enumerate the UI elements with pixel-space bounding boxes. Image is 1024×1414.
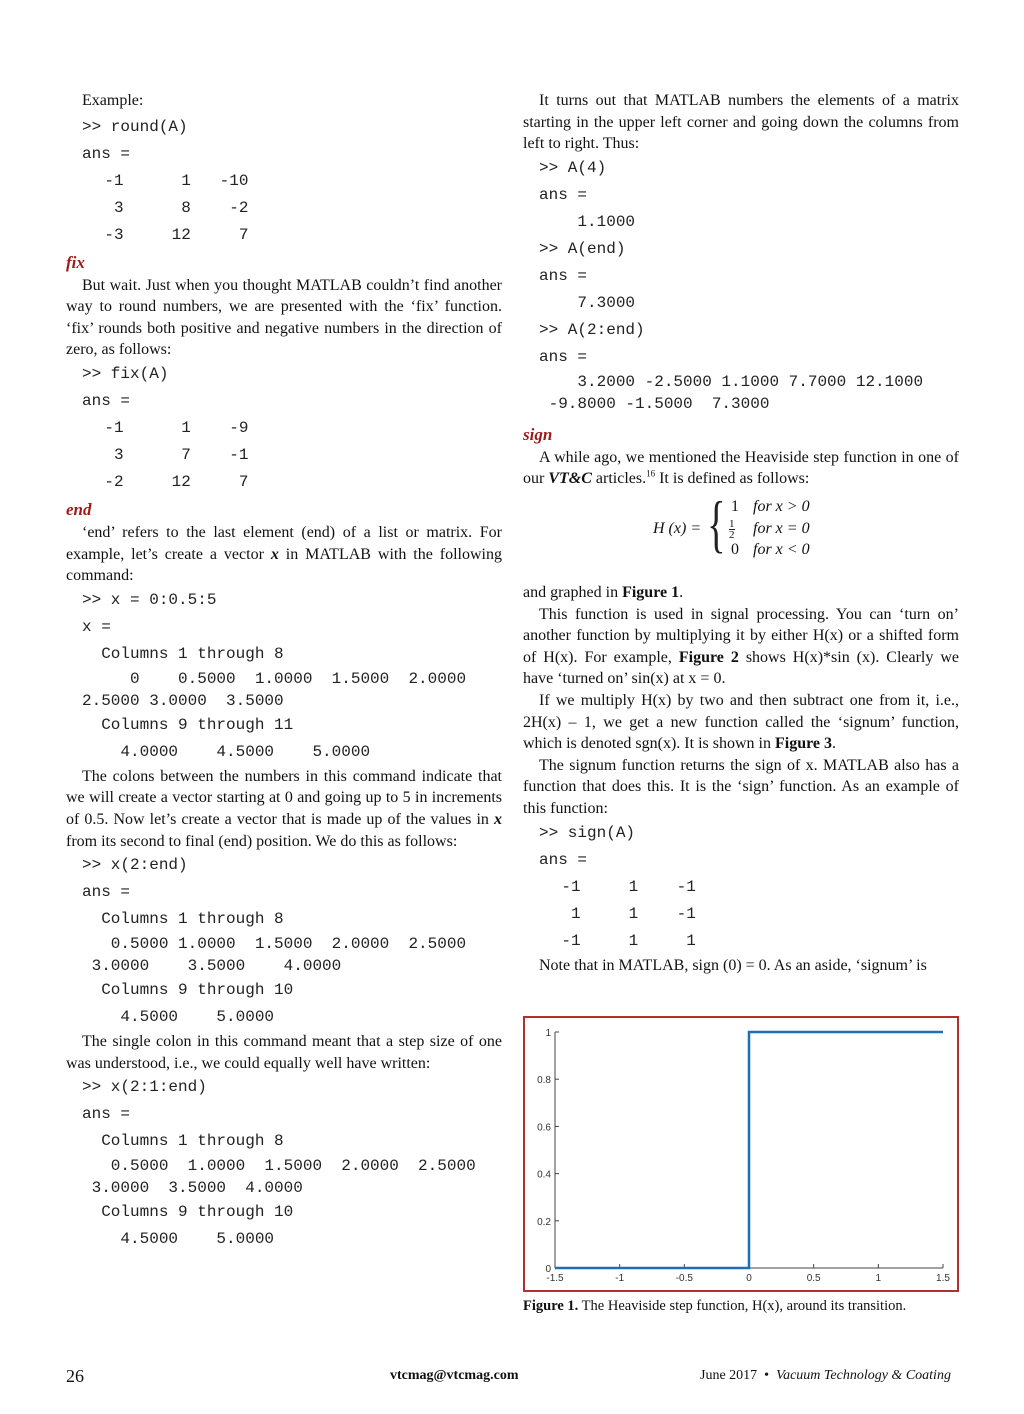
heaviside-text: A while ago, we mentioned the Heaviside step function in one of our [523,448,959,488]
code-sub-vals1: 0.5000 1.0000 1.5000 2.0000 2.5000 3.0000 3.5000 4.0000 [91,935,467,976]
caption-text: The Heaviside step function, H(x), around its transition. [578,1298,907,1314]
colon-paragraph [66,766,502,852]
equation-condition: for x > 0 [753,497,810,515]
end-paragraph [66,522,502,587]
section-heading-end: end [66,499,92,519]
series-line [555,1032,943,1268]
code-a4-ans: ans = [539,185,588,204]
note-paragraph: Note that in MATLAB, sign (0) = 0. As an aside, ‘signum’ is [539,956,927,974]
equation-fraction [729,519,735,540]
code-fix-row: 3 7 -1 [66,445,249,464]
code-sub1-cols1: Columns 1 through 8 [82,1132,284,1151]
equation-row [723,518,863,540]
figure-ref: Figure 3 [774,735,833,753]
code-sign-row: -1 1 -1 [523,877,696,896]
right-column [523,90,959,976]
vtc-name: VT&C [548,470,592,488]
equation-row [723,498,863,520]
code-round-ans: ans = [82,144,131,163]
code-fix-cmd: >> fix(A) [82,364,169,383]
x-tick-label: 0.5 [806,1273,821,1284]
code-aend-cmd: >> A(end) [539,239,626,258]
code-sub1-cols2: Columns 9 through 10 [82,1203,294,1222]
code-a2end-ans: ans = [539,347,588,366]
code-sub1-cmd: >> x(2:1:end) [82,1078,207,1097]
x-tick-label: 1.5 [936,1273,950,1284]
heaviside-text: It is defined as follows: [655,470,810,488]
section-heading-sign: sign [523,424,553,444]
end-paragraph-text: in MATLAB with the following command: [66,545,503,585]
x-tick-label: -1.5 [546,1273,564,1284]
graphed-text: and graphed in [523,583,623,601]
code-sign-row: -1 1 1 [523,931,696,950]
y-tick-label: 0.8 [537,1075,551,1087]
heaviside-chart [525,1018,957,1290]
heaviside-text: articles. [591,470,647,488]
multiply-text: . [832,735,837,753]
code-a4-cmd: >> A(4) [539,158,607,177]
x-tick-label: -0.5 [675,1273,693,1284]
code-sub-cols2: Columns 9 through 10 [82,981,294,1000]
x-tick-label: -1 [615,1273,625,1284]
code-fix-row: -2 12 7 [66,472,249,491]
y-tick-label: 0.6 [537,1122,551,1134]
code-round-row: -1 1 -10 [66,171,249,190]
heaviside-paragraph [523,447,959,490]
page-number: 26 [66,1366,84,1386]
var-x: x [494,810,502,828]
x-tick-label: 1 [875,1273,882,1284]
magazine-name: Vacuum Technology & Coating [776,1368,951,1383]
colon-paragraph-text: from its second to final (end) position. We do this as follows: [66,832,458,850]
code-fix-row: -1 1 -9 [66,418,249,437]
caption-label: Figure 1. [523,1298,579,1314]
code-aend-ans: ans = [539,266,588,285]
code-a4-val: 1.1000 [539,212,636,231]
code-round-row: -3 12 7 [66,225,249,244]
equation-condition: for x < 0 [753,540,810,558]
multiply-text: If we multiply H(x) by two and then subtract one from it, i.e., 2H(x) – 1, we get a new function called the ‘signum’ function, which is denoted sgn(x). It is shown in [523,691,959,753]
code-sign-cmd: >> sign(A) [539,823,636,842]
signum-paragraph: The signum function returns the sign of x. MATLAB also has a function that does this. It is the ‘sign’ function. As an example of this function: [523,756,959,817]
footnote-ref: 16 [646,469,656,480]
equation-lhs: H (x) = [653,519,702,537]
code-vec-cmd: >> x = 0:0.5:5 [82,590,217,609]
figure-ref: Figure 1 [622,583,680,601]
code-sign-ans: ans = [539,850,588,869]
code-round-row: 3 8 -2 [66,198,249,217]
fraction-denominator: 2 [729,528,735,541]
var-x: x [270,545,279,563]
single-colon-paragraph: The single colon in this command meant that a step size of one was understood, i.e., we could equally well have written: [66,1033,502,1072]
left-column [66,90,502,1253]
footer-issue [700,1368,951,1384]
multiply-paragraph [523,690,959,755]
code-round-cmd: >> round(A) [82,117,188,136]
intro-paragraph: It turns out that MATLAB numbers the elements of a matrix starting in the upper left corner and going down the columns from left to right. Thus: [523,92,959,153]
code-vec-vals1: 0 0.5000 1.0000 1.5000 2.0000 2.5000 3.0000 3.5000 [82,669,467,710]
code-sub1-ans: ans = [82,1105,131,1124]
code-a2end-vals: 3.2000 -2.5000 1.1000 7.7000 12.1000 -9.8000 -1.5000 7.3000 [548,372,924,413]
footer-email: vtcmag@vtcmag.com [390,1368,519,1383]
figure-1-caption [523,1298,906,1315]
code-a2end-cmd: >> A(2:end) [539,320,645,339]
graphed-text: . [679,583,684,601]
footer-bullet: • [764,1368,770,1383]
equation-row [723,541,863,563]
issue-date: June 2017 [700,1368,758,1383]
x-tick-label: 0 [746,1273,752,1284]
figure-ref: Figure 2 [678,648,739,666]
graphed-paragraph [523,582,959,604]
code-vec-x: x = [82,617,111,636]
code-vec-vals2: 4.0000 4.5000 5.0000 [82,742,371,761]
code-sub-cols1: Columns 1 through 8 [82,910,284,929]
heaviside-equation [523,487,959,566]
equation-value: 0 [731,540,739,558]
section-heading-fix: fix [66,252,85,272]
code-sign-row: 1 1 -1 [523,904,696,923]
code-sub-cmd: >> x(2:end) [82,856,188,875]
example-label: Example: [82,92,144,109]
fraction-numerator: 1 [729,517,735,530]
code-sub1-vals1: 0.5000 1.0000 1.5000 2.0000 2.5000 3.0000 3.5000 4.0000 [91,1157,476,1198]
equation-value: 1 [731,497,739,515]
code-sub1-vals2: 4.5000 5.0000 [82,1230,275,1249]
signal-text: This function is used in signal processing. You can ‘turn on’ another function by multiplying it by either H(x) or a shifted form of H(x). For example, [523,605,959,666]
equation-condition: for x = 0 [753,519,810,537]
fix-paragraph: But wait. Just when you thought MATLAB couldn’t find another way to round numbers, we are presented with the ‘fix’ function. ‘fix’ rounds both positive and negative numbers in the direction of zero, as follows: [66,276,502,359]
code-sub-ans: ans = [82,883,131,902]
code-aend-val: 7.3000 [539,293,636,312]
equation-brace: { [707,487,726,559]
y-tick-label: 0.4 [537,1169,551,1181]
y-tick-label: 0.2 [537,1216,551,1228]
signal-text: shows H(x)*sin (x). Clearly we have ‘turned on’ sin(x) at x = 0. [523,648,960,688]
end-paragraph-text: ‘end’ refers to the last element (end) of a list or matrix. For example, let’s create a vector [66,523,502,563]
signal-paragraph [523,604,959,690]
figure-1 [523,1016,959,1292]
code-vec-cols1: Columns 1 through 8 [82,644,284,663]
code-sub-vals2: 4.5000 5.0000 [82,1008,275,1027]
code-fix-ans: ans = [82,391,131,410]
colon-paragraph-text: The colons between the numbers in this command indicate that we will create a vector starting at 0 and going up to 5 in increments of 0.5. Now let’s create a vector that is made up of the values in [66,767,502,828]
y-tick-label: 1 [545,1028,551,1039]
y-tick-label: 0 [545,1264,551,1275]
code-vec-cols2: Columns 9 through 11 [82,715,294,734]
